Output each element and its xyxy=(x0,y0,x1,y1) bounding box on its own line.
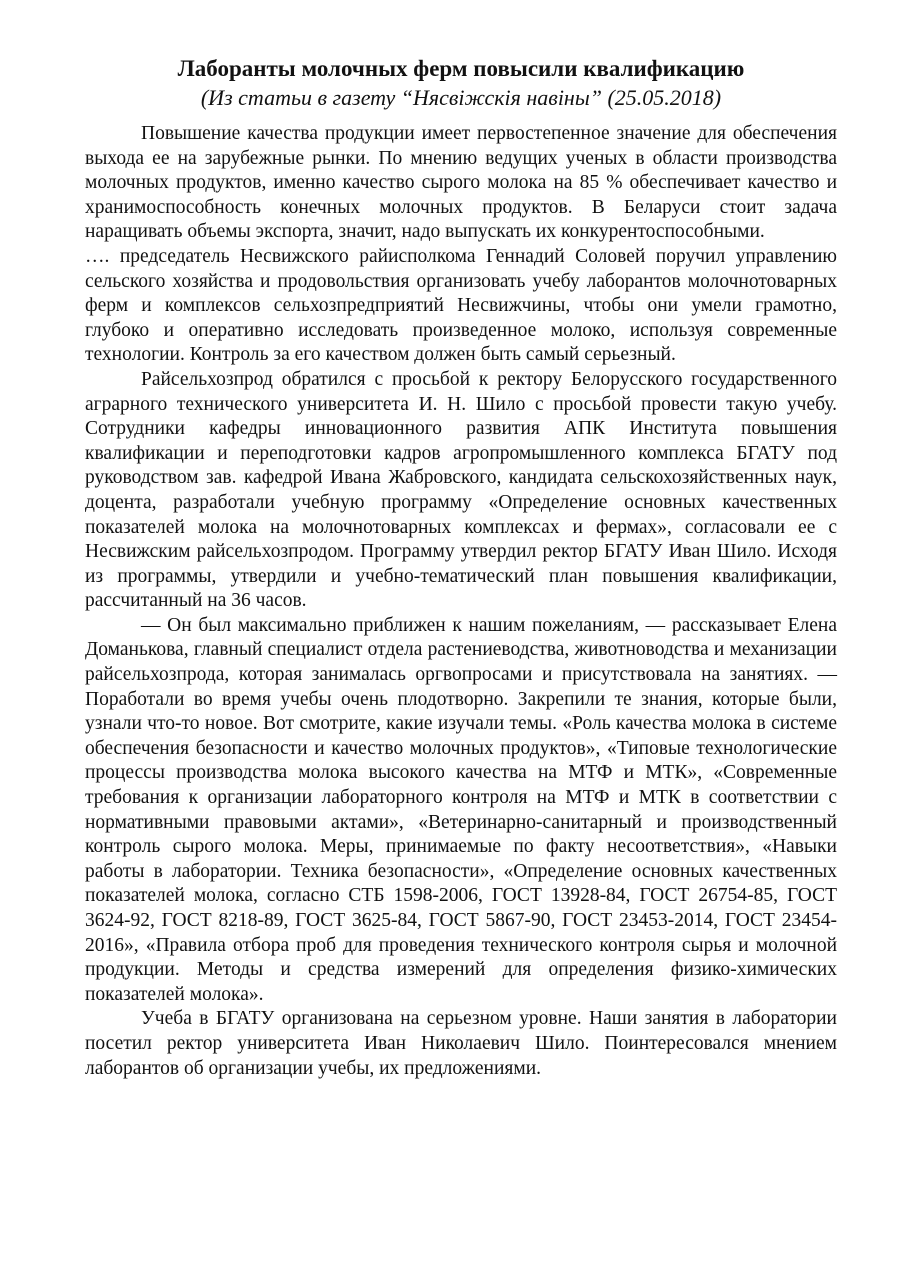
paragraph-quote-topics: — Он был максимально приближен к нашим пожеланиям, — рассказывает Елена Доманькова, главный специалист отдела растениеводства, животноводства и механизации райсельхозпрода, которая занималась оргвопросами и присутствовала на занятиях. — Поработали во время учебы очень плодотворно. Закрепили те знания, которые были, узнали что-то новое. Вот смотрите, какие изучали темы. «Роль качества молока в системе обеспечения безопасности и качество молочных продуктов», «Типовые технологические процессы производства молока высокого качества на МТФ и МТК», «Современные требования к организации лабораторного контроля на МТФ и МТК в соответствии с нормативными правовыми актами», «Ветеринарно-санитарный и производственный контроль сырого молока. Меры, принимаемые по факту несоответствия», «Навыки работы в лаборатории. Техника безопасности», «Определение основных качественных показателей молока, согласно СТБ 1598-2006, ГОСТ 13928-84, ГОСТ 26754-85, ГОСТ 3624-92, ГОСТ 8218-89, ГОСТ 3625-84, ГОСТ 5867-90, ГОСТ 23453-2014, ГОСТ 23454-2016», «Правила отбора проб для проведения технического контроля сырья и молочной продукции. Методы и средства измерений для определения физико-химических показателей молока». xyxy=(85,614,837,1005)
paragraph-conclusion: Учеба в БГАТУ организована на серьезном уровне. Наши занятия в лаборатории посетил ректор университета Иван Николаевич Шило. Поинтересовался мнением лаборантов об организации учебы, их предложениями. xyxy=(85,1008,837,1079)
paragraph-chairman: …. председатель Несвижского райисполкома Геннадий Соловей поручил управлению сельского хозяйства и продовольствия организовать учебу лаборантов молочнотоварных ферм и комплексов сельхозпредприятий Несвижчины, чтобы они умели грамотно, глубоко и оперативно исследовать произведенное молоко, используя современные технологии. Контроль за его качеством должен быть самый серьезный. xyxy=(85,245,837,366)
document-page xyxy=(85,54,837,1081)
article-source-subtitle: (Из статьи в газету “Нясвіжскія навіны” (25.05.2018) xyxy=(200,85,722,110)
paragraph-intro: Повышение качества продукции имеет первостепенное значение для обеспечения выхода ее на зарубежные рынки. По мнению ведущих ученых в области производства молочных продуктов, именно качество сырого молока на 85 % обеспечивает качество и хранимоспособность конечных молочных продуктов. В Беларуси стоит задача наращивать объемы экспорта, значит, надо выпускать их конкурентоспособными. xyxy=(85,123,837,243)
paragraph-program: Райсельхозпрод обратился с просьбой к ректору Белорусского государственного аграрного технического университета И. Н. Шило с просьбой провести такую учебу. Сотрудники кафедры инновационного развития АПК Института повышения квалификации и переподготовки кадров агропромышленного комплекса БГАТУ под руководством зав. кафедрой Ивана Жабровского, кандидата сельскохозяйственных наук, доцента, разработали учебную программу «Определение основных качественных показателей молока на молочнотоварных комплексах и фермах», согласовали ее с Несвижским райсельхозпродом. Программу утвердил ректор БГАТУ Иван Шило. Исходя из программы, утвердили и учебно-тематический план повышения квалификации, рассчитанный на 36 часов. xyxy=(85,368,837,612)
article-title: Лаборанты молочных ферм повысили квалификацию xyxy=(177,56,745,81)
